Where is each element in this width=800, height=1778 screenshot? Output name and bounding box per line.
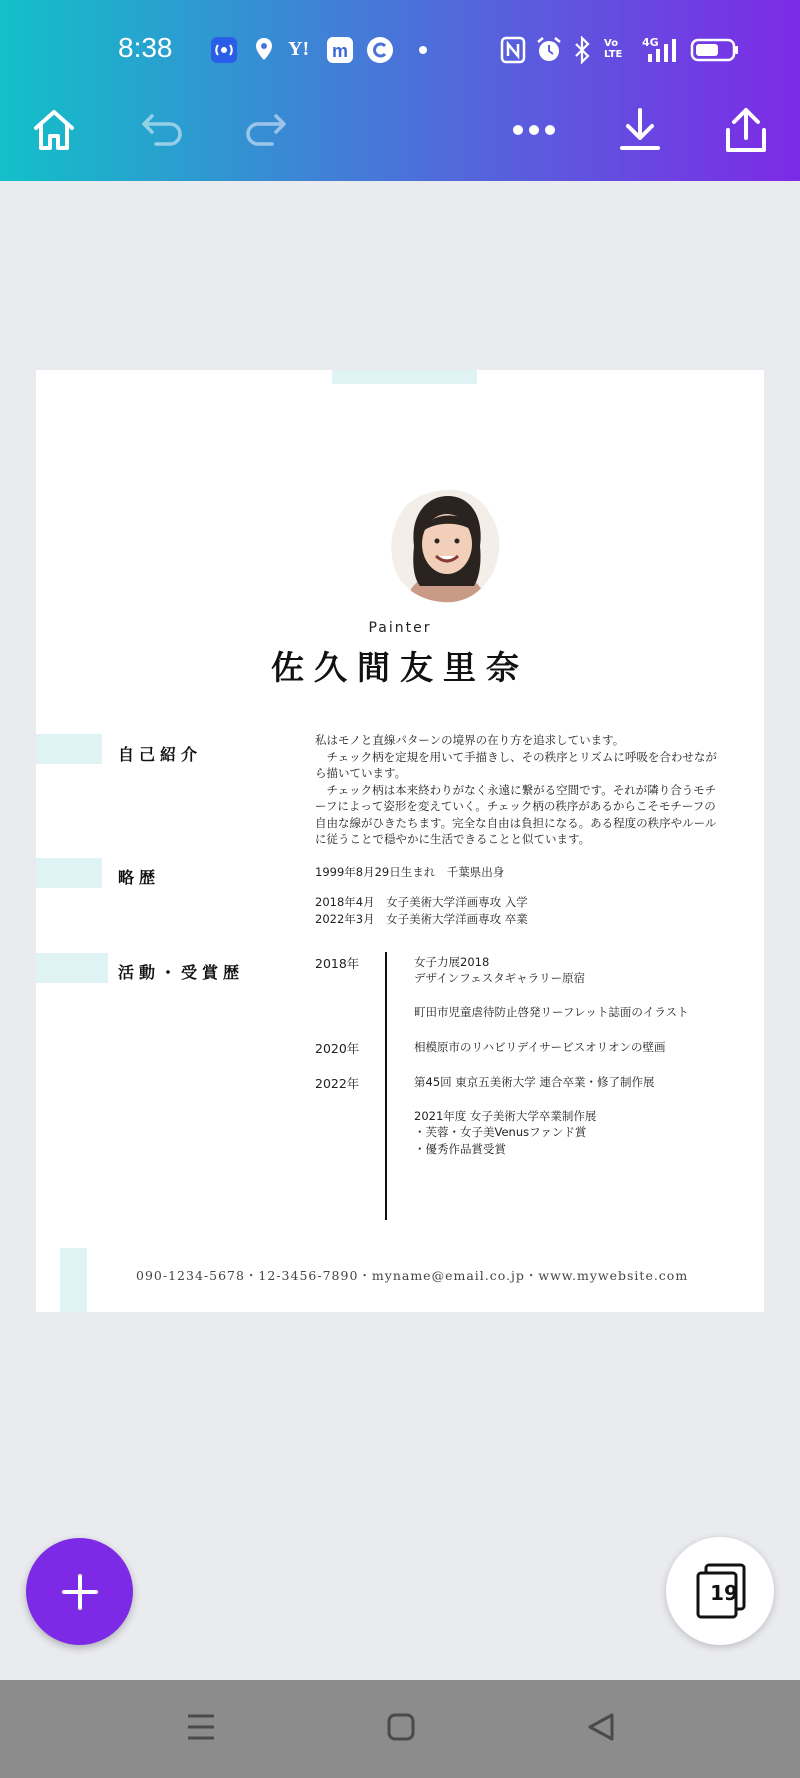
history-edu-graduate: 2022年3月 女子美術大学洋画専攻 卒業 [315,912,528,926]
undo-button[interactable] [132,100,192,160]
download-button[interactable] [610,100,670,160]
intro-line: チェック柄は本来終わりがなく永遠に繋がる空間です。それが隣り合うモチ [315,782,717,797]
redo-icon [242,110,290,150]
nfc-icon [500,36,526,64]
activity-entry: 2021年度 女子美術大学卒業制作展 [414,1109,597,1123]
battery-icon [690,36,740,64]
status-bar [0,0,800,100]
activities-title: 活動・受賞歴 [118,963,245,982]
history-title: 略歴 [118,868,161,887]
history-birth: 1999年8月29日生まれ 千葉県出身 [315,865,505,879]
system-nav-bar [0,1680,800,1778]
m-app-icon [326,36,354,64]
status-time: 8:38 [118,32,173,63]
4g-signal-icon [636,36,680,64]
dot-icon [418,45,428,55]
download-icon [616,106,664,154]
accent-footer [60,1248,87,1312]
more-icon [510,122,558,138]
activity-year: 2022年 [315,1076,360,1091]
timeline-divider [385,952,387,1220]
activity-entry: 町田市児童虐待防止啓発リーフレット誌面のイラスト [414,1005,689,1019]
role-label: Painter [368,620,432,636]
intro-line: に従うことで穏やかに生活できることと似ています。 [315,832,591,846]
accent-intro [36,734,102,764]
intro-text [315,732,727,848]
activity-entry: ・優秀作品賞受賞 [414,1142,506,1156]
intro-line: ら描いています。 [315,766,407,780]
back-icon[interactable] [586,1712,616,1742]
pages-button[interactable] [666,1537,774,1645]
accent-history [36,858,102,888]
accent-top [332,370,477,384]
volte-icon: Vo LTE [604,38,623,60]
share-icon [722,106,770,154]
activity-entry: 第45回 東京五美術大学 連合卒業・修了制作展 [414,1075,655,1089]
activity-year: 2018年 [315,956,360,971]
home-square-icon[interactable] [386,1712,416,1742]
history-edu-entry: 2018年4月 女子美術大学洋画専攻 入学 [315,895,528,909]
undo-icon [138,110,186,150]
intro-line: チェック柄を定規を用いて手描きし、その秩序とリズムに呼吸を合わせなが [315,749,717,764]
resume-page[interactable] [36,370,764,1312]
contact-info: 090-1234-5678・12-3456-7890・myname@email.co.jp・www.mywebsite.com [136,1268,689,1283]
activity-year: 2020年 [315,1041,360,1056]
signal-broadcast-icon [210,36,238,64]
intro-line: ーフによって姿形を変えていく。チェック柄の秩序があるからこそモチーフの [315,799,716,813]
activity-entry: デザインフェスタギャラリー原宿 [414,971,586,985]
bluetooth-icon [572,36,592,64]
home-button[interactable] [24,100,84,160]
location-icon [254,36,274,64]
menu-icon[interactable] [186,1712,216,1742]
more-button[interactable] [504,100,564,160]
activity-entry: 女子力展2018 [414,955,490,969]
c-app-icon [366,36,394,64]
activity-entry: 相模原市のリハビリデイサービスオリオンの壁画 [414,1040,666,1054]
intro-line: 私はモノと直線パターンの境界の在り方を追求しています。 [315,733,625,747]
accent-activities [36,953,108,983]
share-button[interactable] [716,100,776,160]
plus-icon [60,1572,100,1612]
activity-entry: ・芙蓉・女子美Venusファンド賞 [414,1125,587,1139]
home-icon [30,106,78,154]
svg-text:m: m [331,41,349,61]
add-button[interactable] [26,1538,133,1645]
person-name: 佐久間友里奈 [271,648,529,687]
profile-photo [386,486,506,606]
top-app-bar [0,0,800,181]
alarm-icon [535,36,563,64]
intro-line: 自由な線がひきたちます。完全な自由は負担になる。ある程度の秩序やルール [315,815,717,830]
yahoo-icon: Y! [288,38,310,60]
redo-button[interactable] [236,100,296,160]
intro-title: 自己紹介 [118,745,203,764]
network-label: 4G [642,36,659,49]
page-count: 19 [710,1581,738,1605]
